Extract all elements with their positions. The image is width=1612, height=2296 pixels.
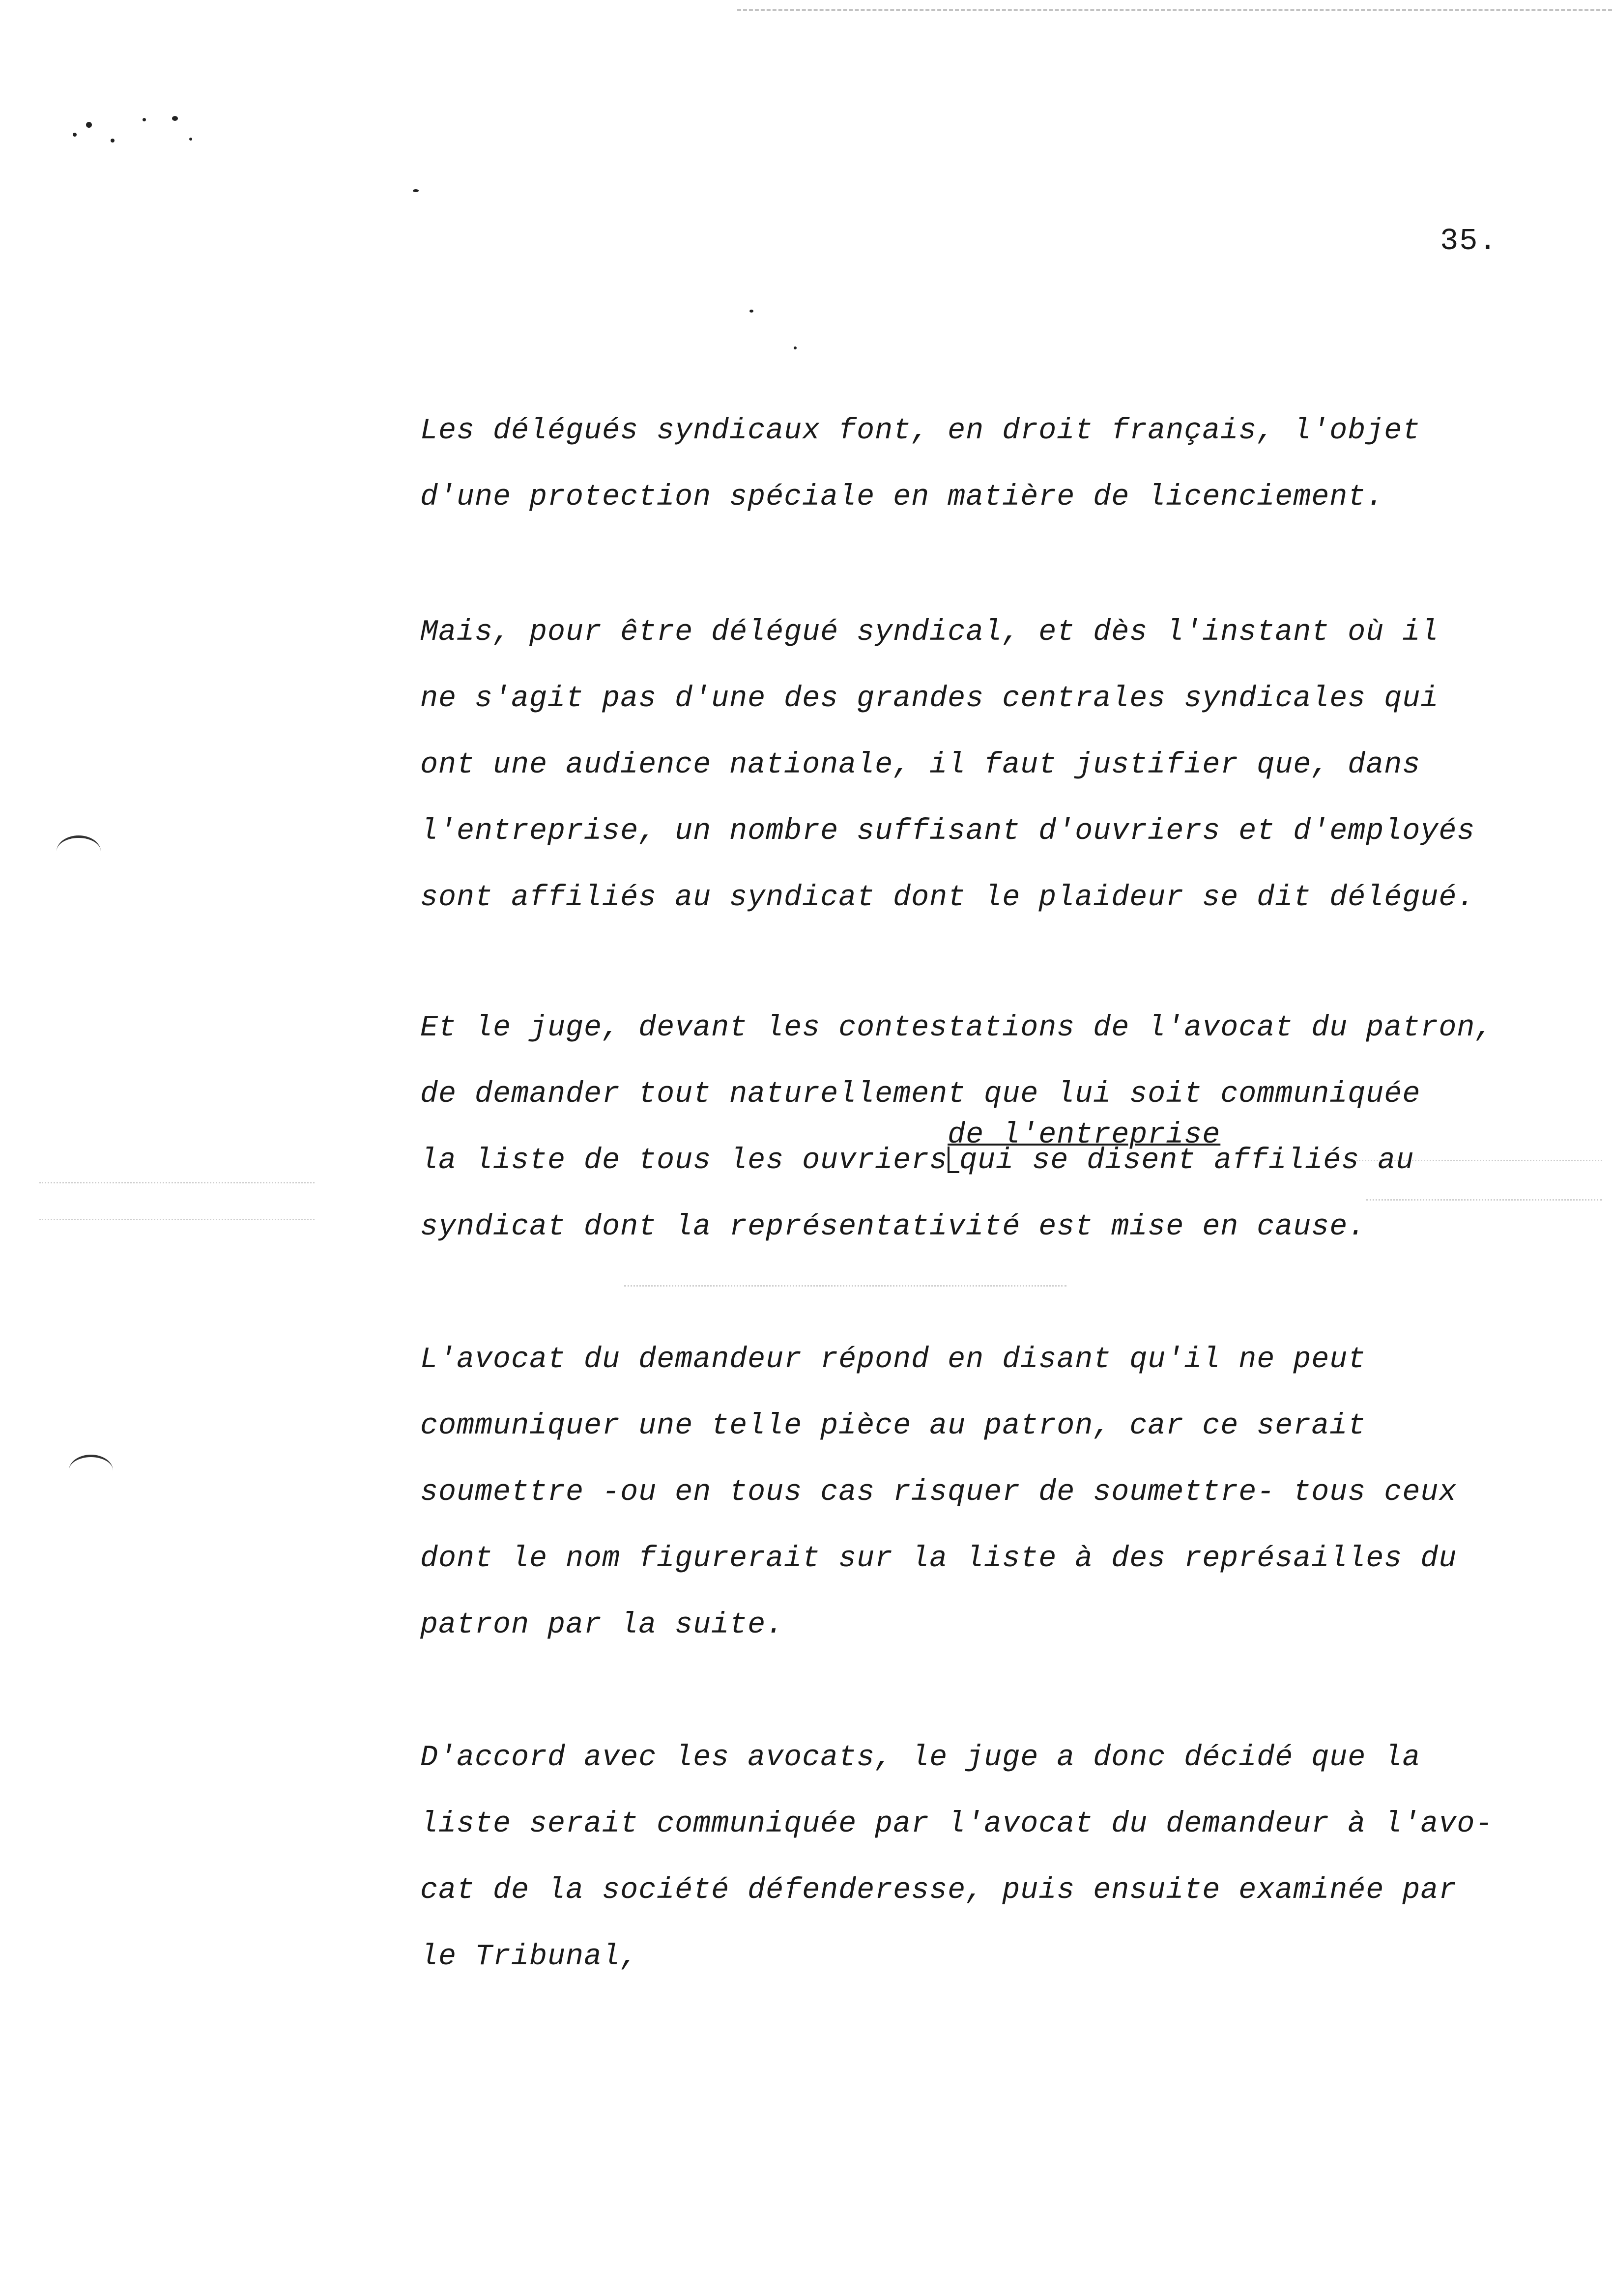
- text-line: d'une protection spéciale en matière de licenciement.: [420, 481, 1384, 514]
- text-segment: la liste de tous les ouvriers: [420, 1144, 948, 1177]
- text-line: cat de la société défenderesse, puis ensuite examinée par: [420, 1874, 1457, 1907]
- punch-hole-mark: [57, 835, 101, 867]
- scan-speck: [189, 138, 192, 141]
- text-line-with-insertion: [420, 1119, 1442, 1194]
- scan-speck: [86, 122, 92, 128]
- paragraph: [420, 1725, 1494, 1990]
- page-number: 35.: [1440, 224, 1498, 258]
- text-line: D'accord avec les avocats, le juge a donc décidé que la: [420, 1741, 1421, 1775]
- text-line: dont le nom figurerait sur la liste à des représailles du: [420, 1542, 1457, 1576]
- text-segment: qui se disent affiliés au: [959, 1144, 1414, 1177]
- text-line: Les délégués syndicaux font, en droit français, l'objet: [420, 414, 1421, 448]
- scan-speck: [413, 189, 419, 192]
- text-line: syndicat dont la représentativité est mise en cause.: [420, 1210, 1366, 1244]
- text-line: L'avocat du demandeur répond en disant qu'il ne peut: [420, 1343, 1366, 1377]
- scan-speck: [172, 116, 178, 121]
- scan-speck: [111, 139, 115, 143]
- text-line: de demander tout naturellement que lui soit communiquée: [420, 1078, 1421, 1111]
- scan-noise: [624, 1285, 1066, 1287]
- text-line: Et le juge, devant les contestations de l'avocat du patron,: [420, 1011, 1494, 1045]
- scan-noise: [39, 1219, 315, 1220]
- text-line: liste serait communiquée par l'avocat du demandeur à l'avo-: [420, 1808, 1494, 1841]
- text-line: ne s'agit pas d'une des grandes centrales syndicales qui: [420, 682, 1439, 716]
- text-line: ont une audience nationale, il faut justifier que, dans: [420, 748, 1421, 782]
- text-line: l'entreprise, un nombre suffisant d'ouvriers et d'employés: [420, 815, 1475, 848]
- scan-noise: [39, 1182, 315, 1183]
- scan-speck: [73, 133, 77, 137]
- paragraph: [420, 995, 1494, 1261]
- paragraph: [420, 398, 1442, 531]
- punch-hole-mark: [69, 1455, 113, 1487]
- text-line: sont affiliés au syndicat dont le plaideur se dit délégué.: [420, 881, 1475, 915]
- paragraph: [420, 1327, 1457, 1659]
- text-line: patron par la suite.: [420, 1608, 784, 1642]
- scan-speck: [143, 118, 146, 121]
- text-line: le Tribunal,: [420, 1940, 639, 1974]
- paragraph: [420, 600, 1475, 931]
- inserted-text: de l'entreprise: [948, 1119, 1221, 1152]
- scan-top-edge: [737, 9, 1612, 11]
- text-line: Mais, pour être délégué syndical, et dès l'instant où il: [420, 616, 1439, 649]
- scan-speck: [749, 310, 753, 313]
- scan-speck: [794, 346, 797, 349]
- text-line: communiquer une telle pièce au patron, car ce serait: [420, 1409, 1366, 1443]
- text-line: soumettre -ou en tous cas risquer de soumettre- tous ceux: [420, 1476, 1457, 1509]
